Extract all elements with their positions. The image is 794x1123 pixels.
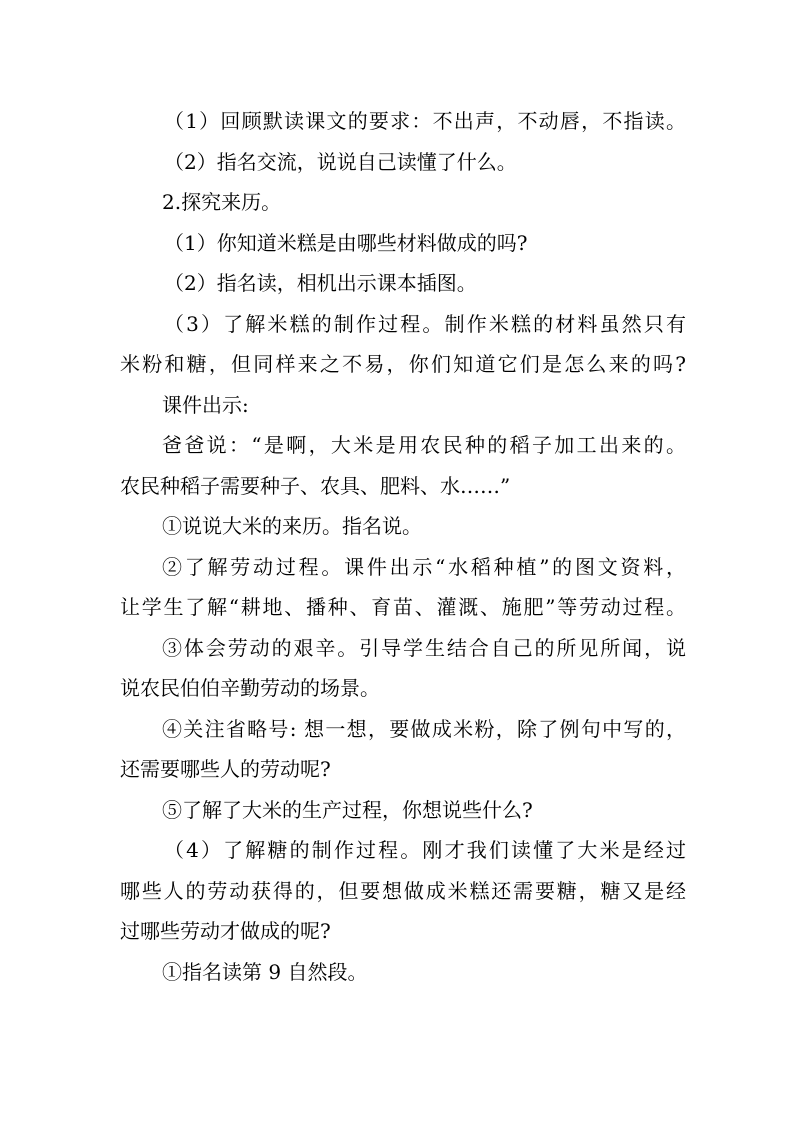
paragraph-line: （1）回顾默读课文的要求：不出声，不动唇，不指读。 (164, 109, 686, 133)
paragraph-line: ④关注省略号: 想一想，要做成米粉，除了例句中写的， (162, 716, 686, 741)
paragraph-line: ⑤了解了大米的生产过程，你想说些什么? (162, 797, 533, 822)
paragraph-line: 让学生了解“耕地、播种、育苗、灌溉、施肥”等劳动过程。 (120, 595, 686, 619)
paragraph-line: 爸爸说：“是啊，大米是用农民种的稻子加工出来的。 (162, 433, 686, 457)
paragraph-line: ①说说大米的来历。指名说。 (162, 514, 422, 538)
paragraph-line: ②了解劳动过程。课件出示“水稻种植”的图文资料， (162, 554, 686, 579)
paragraph-line: 农民种稻子需要种子、农具、肥料、水……” (120, 473, 511, 498)
paragraph-line: 课件出示: (162, 392, 249, 417)
paragraph-line: （1）你知道米糕是由哪些材料做成的吗? (164, 230, 528, 255)
paragraph-line: 过哪些劳动才做成的呢? (120, 919, 331, 943)
section-heading: 2.探究来历。 (162, 190, 282, 214)
document-body (120, 101, 686, 992)
paragraph-line: 还需要哪些人的劳动呢? (120, 757, 331, 781)
paragraph-line: ①指名读第 9 自然段。 (162, 959, 368, 984)
paragraph-line: （4）了解糖的制作过程。刚才我们读懂了大米是经过 (164, 838, 686, 862)
paragraph-line: （2）指名读，相机出示课本插图。 (164, 271, 477, 295)
paragraph-line: （3）了解米糕的制作过程。制作米糕的材料虽然只有 (164, 311, 686, 336)
paragraph-line: （2）指名交流，说说自己读懂了什么。 (164, 149, 517, 174)
paragraph-line: 哪些人的劳动获得的，但要想做成米糕还需要糖，糖又是经 (120, 878, 686, 903)
paragraph-line: ③体会劳动的艰辛。引导学生结合自己的所见所闻，说 (162, 635, 686, 660)
paragraph-line: 说农民伯伯辛勤劳动的场景。 (120, 676, 380, 700)
paragraph-line: 米粉和糖，但同样来之不易，你们知道它们是怎么来的吗? (120, 352, 686, 376)
